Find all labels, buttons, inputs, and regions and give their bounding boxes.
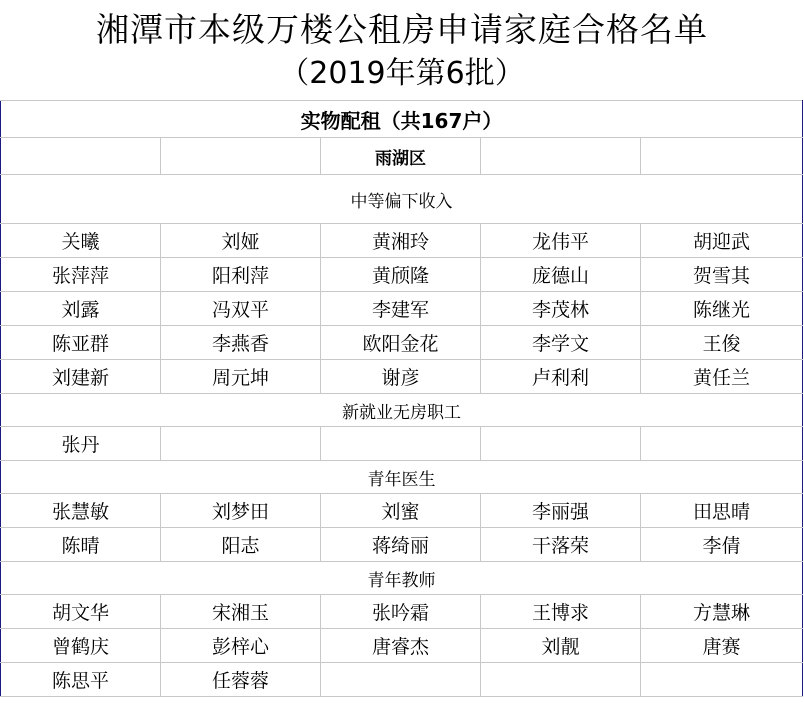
category-cell[interactable]: 新就业无房职工 [1, 394, 803, 427]
empty-cell[interactable] [161, 138, 321, 175]
name-cell[interactable]: 王博求 [481, 595, 641, 629]
page-title-batch: （2019年第6批） [279, 56, 525, 91]
name-cell[interactable]: 蒋绮丽 [321, 528, 481, 562]
subtitle-cell[interactable]: 实物配租（共167户） [1, 101, 803, 138]
table-row [1, 663, 803, 697]
empty-cell[interactable] [481, 138, 641, 175]
table-row [1, 326, 803, 360]
name-cell[interactable]: 胡迎武 [641, 224, 803, 258]
name-cell[interactable]: 陈晴 [1, 528, 161, 562]
empty-cell[interactable] [481, 663, 641, 697]
subtitle-row [1, 101, 803, 138]
name-cell[interactable]: 李燕香 [161, 326, 321, 360]
name-cell[interactable]: 李茂林 [481, 292, 641, 326]
name-cell[interactable]: 张萍萍 [1, 258, 161, 292]
name-cell[interactable]: 冯双平 [161, 292, 321, 326]
category-cell[interactable]: 青年医生 [1, 461, 803, 494]
empty-cell[interactable] [161, 427, 321, 461]
name-cell[interactable]: 刘露 [1, 292, 161, 326]
table-row [1, 224, 803, 258]
empty-cell[interactable] [481, 427, 641, 461]
category-row [1, 461, 803, 494]
name-cell[interactable]: 唐睿杰 [321, 629, 481, 663]
name-cell[interactable]: 王俊 [641, 326, 803, 360]
category-cell[interactable]: 中等偏下收入 [1, 175, 803, 224]
empty-cell[interactable] [641, 663, 803, 697]
name-cell[interactable]: 李学文 [481, 326, 641, 360]
name-cell[interactable]: 李倩 [641, 528, 803, 562]
table-row [1, 258, 803, 292]
name-cell[interactable]: 刘建新 [1, 360, 161, 394]
table-row [1, 360, 803, 394]
name-cell[interactable]: 庞德山 [481, 258, 641, 292]
name-cell[interactable]: 方慧琳 [641, 595, 803, 629]
table-row [1, 528, 803, 562]
name-cell[interactable]: 黄湘玲 [321, 224, 481, 258]
page-title: 湘潭市本级万楼公租房申请家庭合格名单 [96, 10, 708, 49]
name-cell[interactable]: 周元坤 [161, 360, 321, 394]
empty-cell[interactable] [641, 138, 803, 175]
empty-cell[interactable] [1, 138, 161, 175]
category-row [1, 175, 803, 224]
name-cell[interactable]: 彭梓心 [161, 629, 321, 663]
name-cell[interactable]: 刘娅 [161, 224, 321, 258]
name-cell[interactable]: 唐赛 [641, 629, 803, 663]
empty-cell[interactable] [321, 427, 481, 461]
name-cell[interactable]: 张丹 [1, 427, 161, 461]
name-cell[interactable]: 干落荣 [481, 528, 641, 562]
name-cell[interactable]: 张吟霜 [321, 595, 481, 629]
name-cell[interactable]: 刘靓 [481, 629, 641, 663]
table-row [1, 494, 803, 528]
empty-cell[interactable] [321, 663, 481, 697]
name-cell[interactable]: 谢彦 [321, 360, 481, 394]
district-row [1, 138, 803, 175]
category-row [1, 562, 803, 595]
empty-cell[interactable] [641, 427, 803, 461]
name-cell[interactable]: 李丽强 [481, 494, 641, 528]
name-cell[interactable]: 田思晴 [641, 494, 803, 528]
name-cell[interactable]: 任蓉蓉 [161, 663, 321, 697]
table-row [1, 629, 803, 663]
name-cell[interactable]: 关曦 [1, 224, 161, 258]
name-cell[interactable]: 卢利利 [481, 360, 641, 394]
name-cell[interactable]: 胡文华 [1, 595, 161, 629]
district-cell[interactable]: 雨湖区 [321, 138, 481, 175]
name-cell[interactable]: 刘蜜 [321, 494, 481, 528]
name-cell[interactable]: 曾鹤庆 [1, 629, 161, 663]
name-cell[interactable]: 宋湘玉 [161, 595, 321, 629]
name-cell[interactable]: 张慧敏 [1, 494, 161, 528]
name-cell[interactable]: 贺雪其 [641, 258, 803, 292]
name-cell[interactable]: 龙伟平 [481, 224, 641, 258]
name-cell[interactable]: 黄颀隆 [321, 258, 481, 292]
name-cell[interactable]: 阳志 [161, 528, 321, 562]
name-cell[interactable]: 陈亚群 [1, 326, 161, 360]
table-row [1, 292, 803, 326]
table-row [1, 427, 803, 461]
category-cell[interactable]: 青年教师 [1, 562, 803, 595]
name-cell[interactable]: 黄任兰 [641, 360, 803, 394]
name-cell[interactable]: 阳利萍 [161, 258, 321, 292]
category-row [1, 394, 803, 427]
name-cell[interactable]: 陈思平 [1, 663, 161, 697]
table-row [1, 595, 803, 629]
name-cell[interactable]: 李建军 [321, 292, 481, 326]
title-block [0, 0, 804, 100]
name-cell[interactable]: 欧阳金花 [321, 326, 481, 360]
name-cell[interactable]: 刘梦田 [161, 494, 321, 528]
name-cell[interactable]: 陈继光 [641, 292, 803, 326]
roster-table [0, 100, 803, 697]
